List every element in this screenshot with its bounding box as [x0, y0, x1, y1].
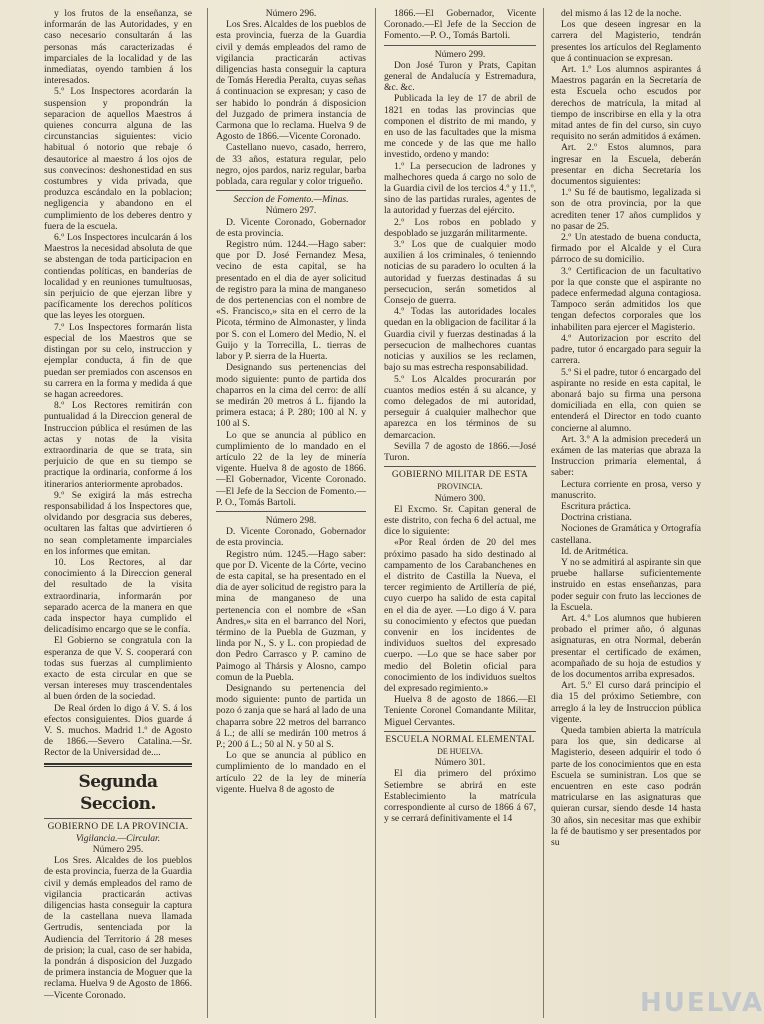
- notice-number: Número 300.: [434, 492, 486, 504]
- paragraph: Publicada la ley de 17 de abril de 1821 en todas las provincias que componen el distrito de mi mando, y en uso de las facultades que la misma me concede y de las que me hallo investido, ordeno y mando:: [384, 93, 536, 161]
- paragraph: Sevilla 7 de agosto de 1866.—José Turon.: [384, 440, 536, 463]
- paragraph: 3.º Los que de cualquier modo auxilien á los criminales, ó tenienndo noticias de su paradero lo oculten á la autoridad y fuerzas destinadas á su persecucion, serán sometidos al Consejo de guerra.: [384, 239, 536, 307]
- paragraph: Lo que se anuncia al público en cumplimiento de lo mandado en el artículo 22 de la ley de minería vigente. Huelva 8 de agosto de: [216, 750, 366, 795]
- paragraph: El dia primero del próximo Setiembre se abrirá en este Establecimiento la matrícula correspondiente al curso de 1866 á 67, y se cerrará definitivamente el 14: [384, 768, 536, 825]
- paragraph: Queda tambien abierta la matrícula para los que, sin dedicarse al Magisterio, deseen adquirir el todo ó parte de los conocimientos que en esta Escuela se suministran. Los que se encuentren en este caso podrán matricularse en las asignaturas que quieran cursar, siendo desde 14 hasta 30 años, sin necesitar mas que exhibir la fé de bautismo y ser presentados por su: [551, 725, 701, 849]
- notice-number: Número 297.: [265, 205, 317, 217]
- paragraph: De Real órden lo digo á V. S. á los efectos consiguientes. Dios guarde á V. S. muchos. Madrid 1.º de Agosto de 1866.—Severo Catalina.—Sr. Rector de la Universidad de....: [44, 702, 192, 759]
- column-rule: [375, 8, 376, 1018]
- notice-number: Número 296.: [265, 8, 317, 19]
- column-3: [384, 8, 536, 1018]
- paragraph: y los frutos de la enseñanza, se informarán de las Autoridades, y en caso necesario consultarán á las personas más caracterizadas é imparciales de la localidad y de las inmediatas, oyendo tambien á los interesados.: [44, 8, 192, 87]
- divider: [384, 45, 536, 46]
- notice-number: Número 299.: [434, 48, 486, 60]
- paragraph: Los que deseen ingresar en la carrera del Magisterio, tendrán presentes los artículos del Reglamento que á continuacion se expresan.: [551, 19, 701, 64]
- paragraph: Doctrina cristiana.: [561, 512, 632, 524]
- divider: [216, 190, 366, 191]
- paragraph: 4.º Todas las autoridades locales quedan en la obligacion de facilitar á la Guardia civil y fuerzas destinadas á la persecucion de malhechores cuantas noticias y auxilios se les reclamen, bajo su mas estrecha responsabilidad.: [384, 306, 536, 374]
- paragraph: Los Sres. Alcaldes de los pueblos de esta provincia, fuerza de la Guardia civil y demás empleados del ramo de vigilancia practicarán activas diligencias hasta conseguir la captura de la castellana nueva llamada Gertrudis, sentenciada por la Audiencia del Territorio á 28 meses de prision; la cual, caso de ser habida, la pondrán á disposicion del Juzgado de primera instancia de Moguer que la reclama. Huelva 9 de Agosto de 1866.—Vicente Coronado.: [44, 855, 192, 1001]
- paragraph: Art. 3.º A la admision precederá un exámen de las materias que abraza la Instruccion primaria elemental, á saber:: [551, 433, 701, 479]
- paragraph: Id. de Aritmética.: [561, 545, 629, 557]
- column-rule: [207, 8, 208, 1018]
- paragraph: del mismo á las 12 de la noche.: [561, 8, 682, 19]
- paragraph: Designando sus pertenencias del modo siguiente: punto de partida dos chaparros en la cima del cerro: de allí se medirán 20 metros á L. fijando la primera estaca; á P. 280; 100 al N. y 100 al S.: [216, 362, 366, 430]
- column-1: [44, 8, 192, 1018]
- paragraph: 2.º Un atestado de buena conducta, firmado por el Alcalde y el Cura párroco de su domicilio.: [551, 232, 701, 266]
- paragraph: 5.º Los Inspectores acordarán la suspension y propondrán la separacion de aquellos Maestros á quienes concurra alguna de las circunstancias siguientes: vicio habitual ó notorio que rebaje ó desautorice al maestro á los ojos de sus convecinos: deshonestidad en sus costumbres y vida privada, que produzca escándalo en la poblacion; negligencia y abandono en el cumplimiento de los deberes dentro y fuera de la escuela.: [44, 86, 192, 232]
- paragraph: Nociones de Gramática y Ortografía castellana.: [551, 523, 701, 546]
- paragraph: 1.º La persecucion de ladrones y malhechores queda á cargo no solo de la Guardia civil de los tercios 4.º y 11.º, sino de las partidas rurales, agentes de la autoridad y fuerzas del ejército.: [384, 160, 536, 217]
- paragraph: Registro núm. 1245.—Hago saber: que por D. Vicente de la Córte, vecino de esta capital, se ha presentado en el dia de ayer solicitud de registro para la mina de manganeso de una pertenencia con el nombre de «San Andres,» sita en el barranco del Nori, término de la Puebla de Guzman, y linda por N., S. y L. con propiedad de don Pedro Carrasco y P. camino de Paimogo al Thársis y Alosno, campo comun de la Puebla.: [216, 548, 366, 683]
- paragraph: 8.º Los Rectores remitirán con puntualidad á la Direccion general de Instruccion pública el resúmen de las actas y notas de la visita extraordinaria de que se trata, sin perjuicio de que en su tiempo se practique la ordinaria, conforme á los itinerarios anteriormente aprobados.: [44, 400, 192, 490]
- paragraph: 7.º Los Inspectores formarán lista especial de los Maestros que se distingan por su celo, instruccion y ejemplar conducta, á fin de que puedan ser premiados con ascensos en su carrera en la forma y medida á que se hagan acreedores.: [44, 321, 192, 400]
- paragraph: Art. 2.º Estos alumnos, para ingresar en la Escuela, deberán presentar en dicha Secretaría los documentos siguientes:: [551, 142, 701, 188]
- paragraph: «Por Real órden de 20 del mes próximo pasado ha sido destinado al campamento de los Carabanchenes en el distrito de Castilla la Nueva, el tercer regimiento de Artillería de pié, cuyo cuerpo ha salido de esta capital en el dia de ayer. —Lo digo á V. para su conocimiento y efectos que puedan convenir en los incidentes de individuos sueltos del expresado cuerpo. —Lo que se hace saber por medio del Boletin oficial para conocimiento de los individuos sueltos del expresado regimiento.»: [384, 537, 536, 694]
- paragraph: Castellano nuevo, casado, herrero, de 33 años, estatura regular, pelo negro, ojos pardos, nariz regular, barba poblada, cara regular y color trigueño.: [216, 142, 366, 188]
- notice-number: Número 298.: [265, 514, 317, 526]
- paragraph: Lo que se anuncia al público en cumplimiento de lo mandado en el artículo 22 de la ley de minería vigente. Huelva 8 de agosto de 1866.—El Gobernador, Vicente Coronado.—El Jefe de la Seccion de Fomento.—P. O., Tomás Bartoli.: [216, 429, 366, 508]
- paragraph: 1866.—El Gobernador, Vicente Coronado.—El Jefe de la Seccion de Fomento.—P. O., Tomás Bartoli.: [384, 8, 536, 42]
- paragraph: 10. Los Rectores, al dar conocimiento á la Direccion general del resultado de la visita extraordinaria, informarán por separado acerca de la manera en que cada inspector haya cumplido el delicadísimo encargo que se le confía.: [44, 556, 192, 636]
- paragraph: Registro núm. 1244.—Hago saber: que por D. José Fernandez Mesa, vecino de esta capital, se ha presentado en el dia de ayer solicitud de registro para la mina de manganeso de dos pertenencias con el nombre de «S. Francisco,» sita en el cerro de la Picota, término de Almonaster, y linda por S. con el Lomero del Medio, N. el Guijo y la Torrecilla, L. tierras de labor y P. sierra de la Huerta.: [216, 239, 366, 363]
- notice-number: Número 301.: [434, 757, 486, 769]
- paragraph: El Gobierno se congratula con la esperanza de que V. S. cooperará con todas sus fuerzas al cumplimiento exacto de esta circular en que se versan intereses muy trascendentales al buen órden de la sociedad.: [44, 635, 192, 703]
- paragraph: D. Vicente Coronado, Gobernador de esta provincia.: [216, 526, 366, 549]
- subheading: Seccion de Fomento.—Minas.: [233, 194, 349, 206]
- paragraph: Art. 5.º El curso dará principio el dia 15 del próximo Setiembre, con arreglo á la ley de Instruccion pública vigente.: [551, 680, 701, 725]
- heading: GOBIERNO MILITAR DE ESTA: [391, 470, 529, 481]
- notice-number: Número 295.: [92, 844, 144, 856]
- paragraph: Don José Turon y Prats, Capitan general de Andalucía y Estremadura, &c. &c.: [384, 59, 536, 94]
- divider: [384, 466, 536, 467]
- divider: [216, 511, 366, 512]
- divider: [44, 818, 192, 819]
- paragraph: Y no se admitirá al aspirante sin que pruebe hallarse suficientemente instruido en estas enseñanzas, para poder seguir con fruto las lecciones de la Escuela.: [551, 556, 701, 613]
- paragraph: Huelva 8 de agosto de 1866.—El Teniente Coronel Comandante Militar, Miguel Cervantes.: [384, 694, 536, 728]
- divider: [384, 731, 536, 732]
- heading-sub: PROVINCIA.: [437, 482, 483, 492]
- paragraph: Art. 4.º Los alumnos que hubieren probado el primer año, ó algunas asignaturas, en otra Normal, deberán presentar el certificado de exámen, acompañado de su hoja de estudios y de los documentos arriba expresados.: [551, 612, 701, 680]
- heading: ESCUELA NORMAL ELEMENTAL: [385, 734, 535, 745]
- column-4: [551, 8, 701, 1018]
- paragraph: El Excmo. Sr. Capitan general de este distrito, con fecha 6 del actual, me dice lo siguiente:: [384, 503, 536, 538]
- paragraph: 9.º Se exigirá la más estrecha responsabilidad á los Inspectores que, olvidando por desgracia sus deberes, ocultaren las faltas que advirtieren ó no sean completamente imparciales en los informes que emitan.: [44, 489, 192, 557]
- heading: GOBIERNO DE LA PROVINCIA.: [47, 821, 189, 832]
- paragraph: 3.º Certificacion de un facultativo por la que conste que el aspirante no padece enfermedad alguna contagiosa. Tampoco serán admitidos los que tengan defectos corporales que los inhabiliten para ejercer el Magisterio.: [551, 265, 701, 333]
- heading-sub: DE HUELVA.: [437, 747, 483, 756]
- paragraph: Art. 1.º Los alumnos aspirantes á Maestros pagarán en la Secretaría de esta Escuela ocho escudos por derechos de matrícula, la mitad al tiempo de inscribirse en ella y la otra mitad antes de fin del curso, sin cuyo requisito no serán admitidos á exámen.: [551, 64, 701, 143]
- paragraph: 4.º Autorizacion por escrito del padre, tutor ó encargado para seguir la carrera.: [551, 332, 701, 367]
- column-rule: [543, 8, 544, 1018]
- paragraph: Designando su pertenencia del modo siguiente: punto de partida un pozo ó zanja que se hará al lado de una chaparra sobre 22 metros del barranco á L.; de allí se medirán 100 metros á P.; 200 á L.; 50 al N. y 50 al S.: [216, 682, 366, 750]
- watermark-logo: HUELVA: [640, 988, 764, 1018]
- column-2: [216, 8, 366, 1018]
- paragraph: Los Sres. Alcaldes de los pueblos de esta provincia, fuerza de la Guardia civil y demás empleados del ramo de vigilancia practicarán activas diligencias hasta conseguir la captura de Tomás Heredia Peralta, cuyas señas á continuacion se expresan; y caso de ser habido lo pondrán á disposicion del Juzgado de primera instancia de Carmona que lo reclama. Huelva 9 de Agosto de 1866.—Vicente Coronado.: [216, 19, 366, 143]
- paragraph: 6.º Los Inspectores inculcarán á los Maestros la necesidad absoluta de que se abstengan de toda participacion en contiendas políticas, en banderías de localidad y en reuniones tumultuosas, sin perjuicio de que ejerzan libre y pacíficamente los derechos políticos que las leyes les otorguen.: [44, 232, 192, 322]
- section-divider: [44, 763, 192, 767]
- paragraph: D. Vicente Coronado, Gobernador de esta provincia.: [216, 216, 366, 239]
- paragraph: Escritura práctica.: [561, 500, 631, 512]
- section-title: Segunda Seccion.: [78, 771, 158, 814]
- paragraph: Lectura corriente en prosa, verso y manuscrito.: [551, 478, 701, 501]
- subheading: Vigilancia.—Circular.: [75, 832, 161, 844]
- paragraph: 5.º Los Alcaldes procurarán por cuantos medios estén á su alcance, y como delegados de mi autoridad, perseguir á cualquier malhechor que aparezca en los términos de su demarcacion.: [384, 373, 536, 441]
- paragraph: 1.º Su fé de bautismo, legalizada si son de otra provincia, por la que acrediten tener 17 años cumplidos y no pasar de 25.: [551, 187, 701, 232]
- paragraph: 2.º Los robos en poblado y despoblado se juzgarán militarmente.: [384, 216, 536, 239]
- paragraph: 5.º Si el padre, tutor ó encargado del aspirante no reside en esta capital, le abonará bajo su firma una persona domiciliada en ella, con quien se entenderá el Director en todo cuanto concierne al alumno.: [551, 366, 701, 434]
